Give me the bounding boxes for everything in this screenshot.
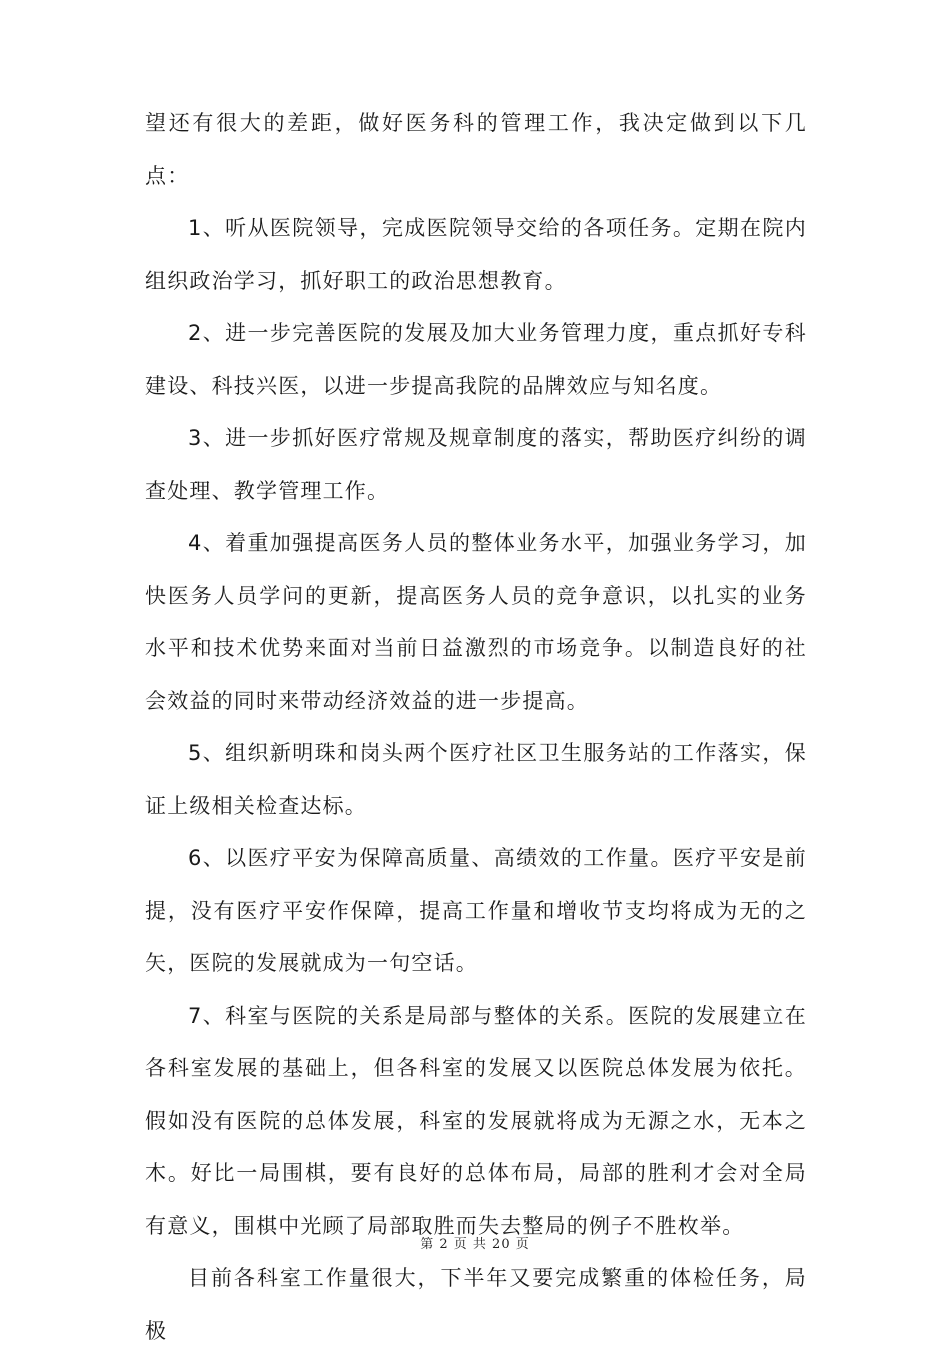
paragraph-item-3: 3、进一步抓好医疗常规及规章制度的落实，帮助医疗纠纷的调查处理、教学管理工作。: [145, 426, 807, 503]
paragraph-continuation: 望还有很大的差距，做好医务科的管理工作，我决定做到以下几点：: [145, 111, 807, 188]
paragraph-item-4: 4、着重加强提高医务人员的整体业务水平，加强业务学习，加快医务人员学问的更新，提高医务人员的竞争意识，以扎实的业务水平和技术优势来面对当前日益激烈的市场竞争。以制造良好的社会效益的同时来带动经济效益的进一步提高。: [145, 531, 807, 713]
paragraph-item-1: 1、听从医院领导，完成医院领导交给的各项任务。定期在院内组织政治学习，抓好职工的政治思想教育。: [145, 216, 807, 293]
page-number-footer: 第 2 页 共 20 页: [420, 1237, 530, 1252]
paragraph-item-2: 2、进一步完善医院的发展及加大业务管理力度，重点抓好专科建设、科技兴医，以进一步提高我院的品牌效应与知名度。: [145, 321, 807, 398]
paragraph-item-6: 6、以医疗平安为保障高质量、高绩效的工作量。医疗平安是前提，没有医疗平安作保障，提高工作量和增收节支均将成为无的之矢，医院的发展就成为一句空话。: [145, 846, 807, 975]
paragraph-item-5: 5、组织新明珠和岗头两个医疗社区卫生服务站的工作落实，保证上级相关检查达标。: [145, 741, 807, 818]
paragraph-closing: 目前各科室工作量很大，下半年又要完成繁重的体检任务，局极: [145, 1266, 807, 1343]
document-body: [145, 97, 807, 1357]
paragraph-item-7: 7、科室与医院的关系是局部与整体的关系。医院的发展建立在各科室发展的基础上，但各科室的发展又以医院总体发展为依托。假如没有医院的总体发展，科室的发展就将成为无源之水，无本之木。好比一局围棋，要有良好的总体布局，局部的胜利才会对全局有意义，围棋中光顾了局部取胜而失去整局的例子不胜枚举。: [145, 1003, 807, 1238]
